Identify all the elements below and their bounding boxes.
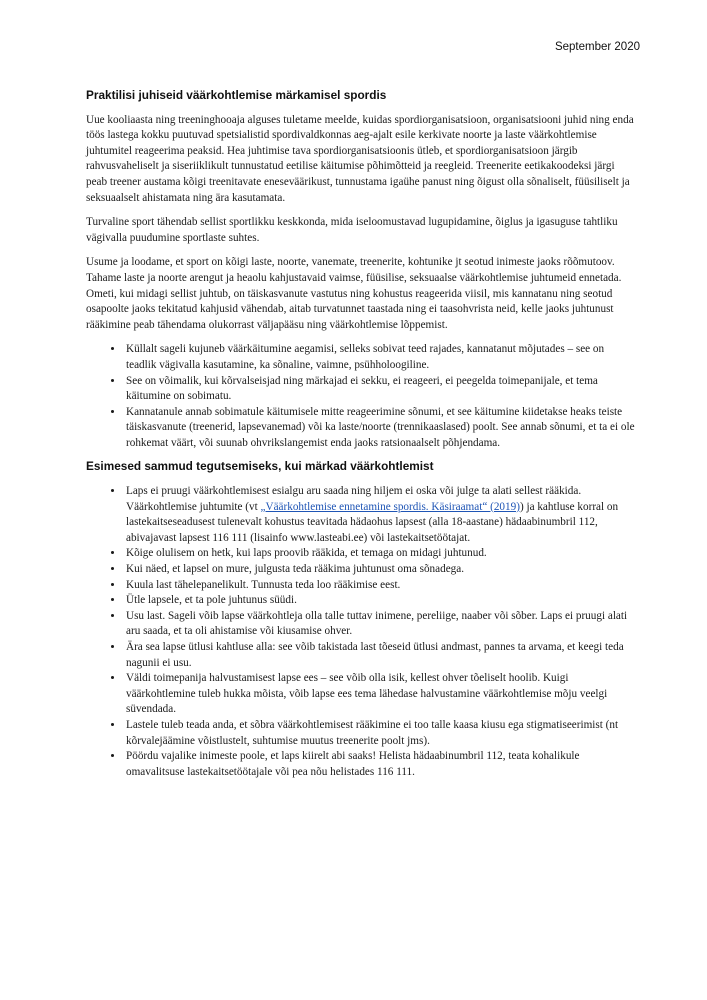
- section-title-guidelines: Praktilisi juhiseid väärkohtlemise märkamisel spordis: [86, 88, 387, 102]
- list-item: • Kannatanule annab sobimatule käitumisele mitte reageerimine sõnumi, et see käitumine kiidetakse heaks teiste täiskasvanute (treenerid, lapsevanemad) või ka laste/noorte (trennikaaslased) poolt. See annab sõnumi, et ta ei ole rohkemat väärt, või suunab ohvrikslangemist enda jaoks ratsionaalselt põhjendama.: [124, 405, 636, 452]
- document-date: September 2020: [554, 41, 640, 53]
- list-item: • Lastele tuleb teada anda, et sõbra väärkohtlemisest rääkimine ei too talle kaasa kiusu ega stigmatiseerimist (nt kõrvalejäämine võistlustelt, suhtumise muutus treenerite poolt jms).: [124, 718, 636, 749]
- list-item: • Ära sea lapse ütlusi kahtluse alla: see võib takistada last tõeseid ütlusi andmast, pannes ta arvama, et keegi teda nagunii ei usu.: [124, 640, 636, 671]
- list-item-text: Laps ei pruugi väärkohtlemisest esialgu aru saada ning hiljem ei oska või julge ta alati sellest rääkida. Väärkohtlemise juhtumite (vt: [126, 485, 582, 513]
- abuse-facts-list: [86, 342, 636, 451]
- list-item: • Kõige olulisem on hetk, kui laps proovib rääkida, et temaga on midagi juhtunud.: [124, 546, 636, 562]
- safe-sport-paragraph: Turvaline sport tähendab sellist sportlikku keskkonda, mida iseloomustavad lugupidamine, õiglus ja igasuguse tahtliku vägivalla puudumine sportlaste suhtes.: [86, 216, 618, 244]
- list-item: • See on võimalik, kui kõrvalseisjad ning märkajad ei sekku, ei reageeri, ei peegelda toimepanijale, et tema käitumine on sobimatu.: [124, 374, 636, 405]
- list-item-text: ) ja kahtluse korral on lastekaitseseadusest tulenevalt kohustus teavitada hädaohus lapsest (alla 18-aastane) hädaabinumbril 112, abivajavast lapsest 116 111 (lisainfo www.lasteabi.ee) või lastekaitsetöötajat.: [126, 500, 619, 544]
- first-steps-list: [86, 484, 636, 780]
- document-body: [86, 88, 636, 788]
- list-item: • Küllalt sageli kujuneb väärkäitumine aegamisi, selleks sobivat teed rajades, kannatanut mõjutades – see on teadlik vägivalla kasutamine, ka sõnaline, vaimne, psühholoogiline.: [124, 342, 636, 373]
- list-item: • Usu last. Sageli võib lapse väärkohtleja olla talle tuttav inimene, pereliige, naaber või sõber. Laps ei pruugi alati aru saada, et ta oli ahistamise või kiusamise ohver.: [124, 609, 636, 640]
- list-item: [124, 484, 636, 546]
- list-item: • Kui näed, et lapsel on mure, julgusta teda rääkima juhtunust oma sõnadega.: [124, 562, 636, 578]
- responsibility-paragraph: Usume ja loodame, et sport on kõigi laste, noorte, vanemate, treenerite, kohtunike jt seotud inimeste jaoks rõõmutoov. Tahame laste ja noorte arengut ja heaolu kahjustavaid vaimse, füüsilise, seksuaalse väärkohtlemise juhtumeid ennetada. Ometi, kui midagi sellist juhtub, on täiskasvanute vastutus ning kohustus reageerida viisil, mis kannatanu ning seotud osapoolte jaoks tekitatud kahjusid vähendab, aitab turvatunnet taastada ning ei taasohvrista neid, kelle jaoks juhtunust rääkimine peab tähendama olukorrast väljapääsu ning väärkohtlemise lõppemist.: [86, 256, 622, 331]
- list-item: • Kuula last tähelepanelikult. Tunnusta teda loo rääkimise eest.: [124, 578, 636, 594]
- list-item: • Ütle lapsele, et ta pole juhtunus süüdi.: [124, 593, 636, 609]
- section-title-first-steps: Esimesed sammud tegutsemiseks, kui märkad väärkohtlemist: [86, 459, 434, 474]
- list-item: • Pöördu vajalike inimeste poole, et laps kiirelt abi saaks! Helista hädaabinumbril 112, teata kohalikule omavalitsuse lastekaitsetöötajale või pea nõu helistades 116 111.: [124, 749, 636, 780]
- list-item: • Väldi toimepanija halvustamisest lapse ees – see võib olla isik, kellest ohver tõeliselt hoolib. Kuigi väärkohtlemine tuleb hukka mõista, võib lapse ees tema lähedase halvustamine väärkohtlemise mõju veelgi süvendada.: [124, 671, 636, 718]
- handbook-link[interactable]: „Väärkohtlemise ennetamine spordis. Käsiraamat“ (2019): [260, 500, 520, 513]
- intro-paragraph: Uue kooliaasta ning treeninghooaja alguses tuletame meelde, kuidas spordiorganisatsioon, organisatsiooni juhid ning enda töös lastega kokku puutuvad spetsialistid spordivaldkonnas aeg-ajalt esile kerkivate noorte ja laste väärkohtlemise juhtumitel reageerima peaksid. Hea juhtimise tava spordiorganisatsioonis ütleb, et spordiorganisatsioon järgib rahvusvaheliselt ja siseriiklikult tunnustatud eetilise käitumise põhimõtteid ja reegleid. Treenerite eetikakoodeksi järgi peab treener austama kõigi treenitavate eneseväärikust, tunnustama igaühe panust ning õigust olla sõnaliselt, füüsiliselt ja seksuaalselt ahistamata ning ära kasutamata.: [86, 113, 634, 204]
